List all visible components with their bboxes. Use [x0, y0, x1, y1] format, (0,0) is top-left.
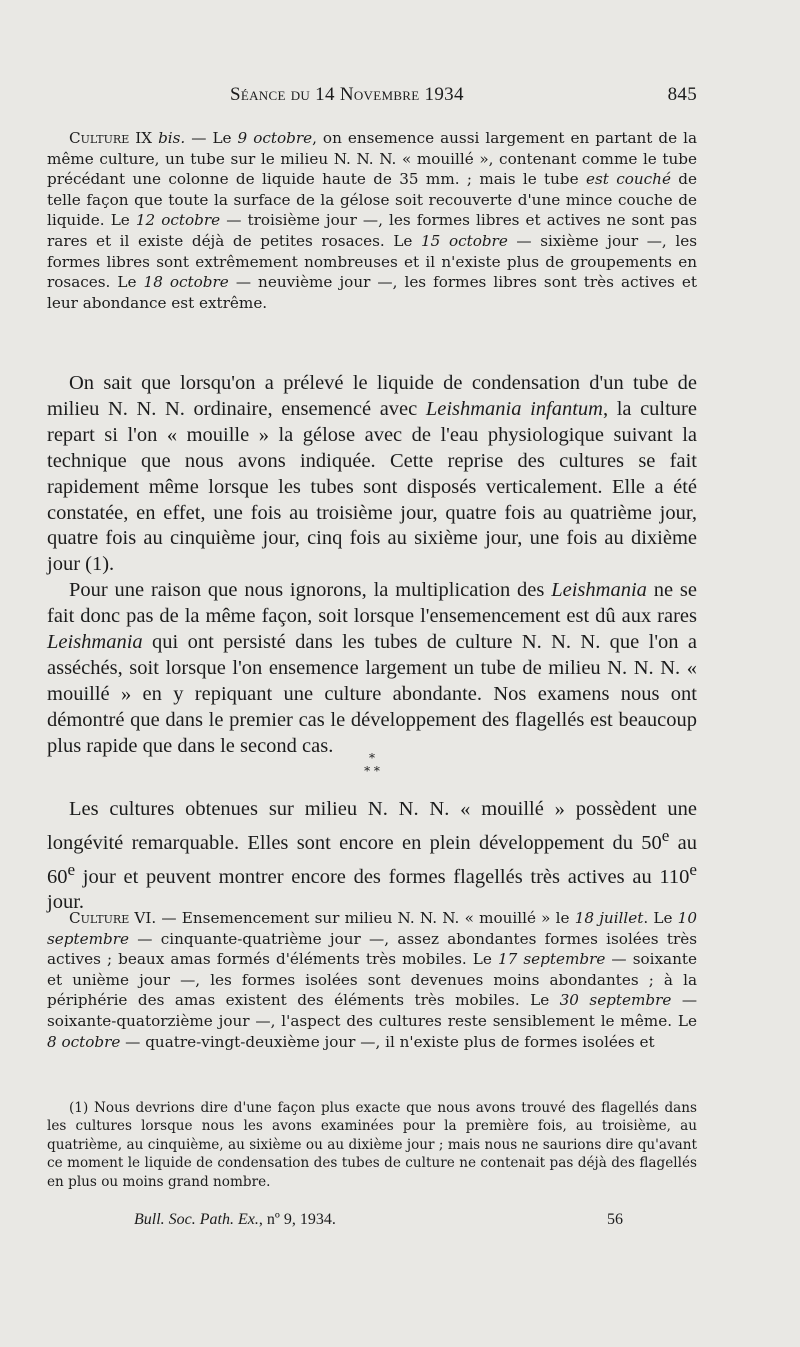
footnote-section	[47, 1099, 697, 1191]
separator-stars-bottom: * *	[364, 764, 380, 778]
text-run: au 60	[47, 831, 697, 888]
date-17-septembre: 17 septembre	[497, 950, 606, 969]
emphasis-est-couche: est couché	[585, 170, 671, 189]
journal-name: Bull. Soc. Path. Ex.	[134, 1211, 259, 1228]
journal-reference	[134, 1211, 336, 1229]
main-text-section	[47, 371, 697, 760]
date-18-octobre: 18 octobre	[143, 273, 229, 292]
date-8-octobre: 8 octobre	[47, 1032, 121, 1051]
culture-ix-label: Culture IX	[69, 129, 153, 147]
text-run: — neuvième jour —, les formes libres sont très actives et leur abondance est extrême.	[47, 273, 697, 312]
text-run: Pour une raison que nous ignorons, la multiplication des	[69, 579, 552, 602]
culture-vi-section	[47, 908, 697, 1052]
text-run: — sixième jour —, les formes libres sont extrêmement nombreuses et il n'existe plus de groupements en rosaces. Le	[47, 231, 697, 292]
text-run: On sait que lorsqu'on a prélevé le liquide de condensation d'un tube de milieu N. N. N. ordinaire, ensemencé avec	[47, 372, 697, 420]
superscript: e	[67, 859, 76, 879]
superscript: e	[689, 859, 697, 879]
date-15-octobre: 15 octobre	[421, 231, 508, 250]
signature-mark: 56	[607, 1211, 623, 1228]
text-run: , la culture repart si l'on « mouille » la gélose avec de l'eau physiologique suivant la technique que nous avons indiquée. Cette reprise des cultures se fait rapidement même lorsque les tubes sont disposés verticalement. Elle a été constatée, en effet, une fois au troisième jour, quatre fois au quatrième jour, quatre fois au cinquième jour, cinq fois au sixième jour, une fois au dixième jour (1).	[47, 397, 697, 576]
text-run: jour.	[47, 891, 85, 914]
paragraph-longevity	[47, 797, 697, 916]
page-footer	[47, 1211, 697, 1231]
culture-ix-bis: bis.	[158, 129, 186, 147]
text-run: — soixante-quatorzième jour —, l'aspect des cultures reste sensiblement le même. Le	[47, 991, 698, 1030]
text-run: . Le	[643, 909, 678, 927]
text-run: — Le	[185, 129, 238, 147]
text-run: de telle façon que toute la surface de la gélose soit recouverte d'une mince couche de liquide. Le	[47, 170, 697, 230]
text-run: — soixante et unième jour —, les formes isolées sont devenues moins abondantes ; à la périphérie des amas existent des éléments très mobiles. Le	[47, 950, 697, 1010]
date-9-octobre: 9 octobre	[237, 129, 313, 147]
species-leishmania-infantum: Leishmania infantum	[425, 397, 603, 420]
text-run: Les cultures obtenues sur milieu N. N. N. « mouillé » possèdent une longévité remarquable. Elles sont encore en plein développement du 50	[47, 798, 697, 854]
text-run: qui ont persisté dans les tubes de culture N. N. N. que l'on a asséchés, soit lorsque l'on ensemence largement un tube de milieu N. N. N. « mouillé » en y repiquant une culture abondante. Nos examens nous ont démontré que dans le premier cas le développement des flagellés est beaucoup plus rapide que dans le second cas.	[47, 631, 697, 757]
running-header	[47, 84, 697, 110]
section-separator	[47, 752, 697, 778]
separator-star-top: *	[369, 751, 375, 765]
paragraph-condensation	[47, 371, 697, 578]
text-run: jour et peuvent montrer encore des formes flagellés très actives au 110	[75, 865, 690, 888]
text-run: — quatre-vingt-deuxième jour —, il n'existe plus de formes isolées et	[120, 1032, 655, 1051]
culture-vi-paragraph	[47, 908, 697, 1052]
longevity-section	[47, 797, 697, 916]
text-run: , on ensemence aussi largement en partant de la même culture, un tube sur le milieu N. N. N. « mouillé », contenant comme le tube précédant une colonne de liquide haute de 35 mm. ; mais le tube	[47, 129, 698, 189]
culture-vi-label: Culture VI.	[69, 909, 157, 927]
date-18-juillet: 18 juillet	[574, 909, 644, 927]
header-title: Séance du 14 Novembre 1934	[230, 84, 464, 105]
culture-ix-section	[47, 128, 697, 313]
journal-issue: , nº 9, 1934.	[258, 1211, 336, 1228]
date-12-octobre: 12 octobre	[135, 211, 221, 230]
text-run: — cinquante-quatrième jour —, assez abondantes formes isolées très actives ; beaux amas formés d'éléments très mobiles. Le	[47, 929, 697, 969]
text-run: — troisième jour —, les formes libres et actives ne sont pas rares et il existe déjà de petites rosaces. Le	[47, 211, 697, 250]
text-run: ne se fait donc pas de la même façon, soit lorsque l'ensemencement est dû aux rares	[47, 579, 697, 628]
culture-ix-paragraph	[47, 128, 697, 313]
footnote: (1) Nous devrions dire d'une façon plus exacte que nous avons trouvé des flagellés dans les cultures lorsque nous les avons examinées pour la première fois, au troisième, au quatrième, au cinquième, au sixième ou au dixième jour ; mais nous ne saurions dire qu'avant ce moment le liquide de condensation des tubes de culture ne contenait pas déjà des flagellés en plus ou moins grand nombre.	[47, 1100, 697, 1190]
genus-leishmania: Leishmania	[47, 631, 143, 654]
paragraph-reason	[47, 578, 697, 759]
genus-leishmania: Leishmania	[551, 579, 647, 602]
text-run: — Ensemencement sur milieu N. N. N. « mouillé » le	[156, 909, 575, 927]
superscript: e	[661, 825, 670, 845]
page-number: 845	[667, 84, 697, 105]
date-30-septembre: 30 septembre	[559, 991, 672, 1010]
date-10-septembre: 10 septembre	[47, 909, 697, 948]
